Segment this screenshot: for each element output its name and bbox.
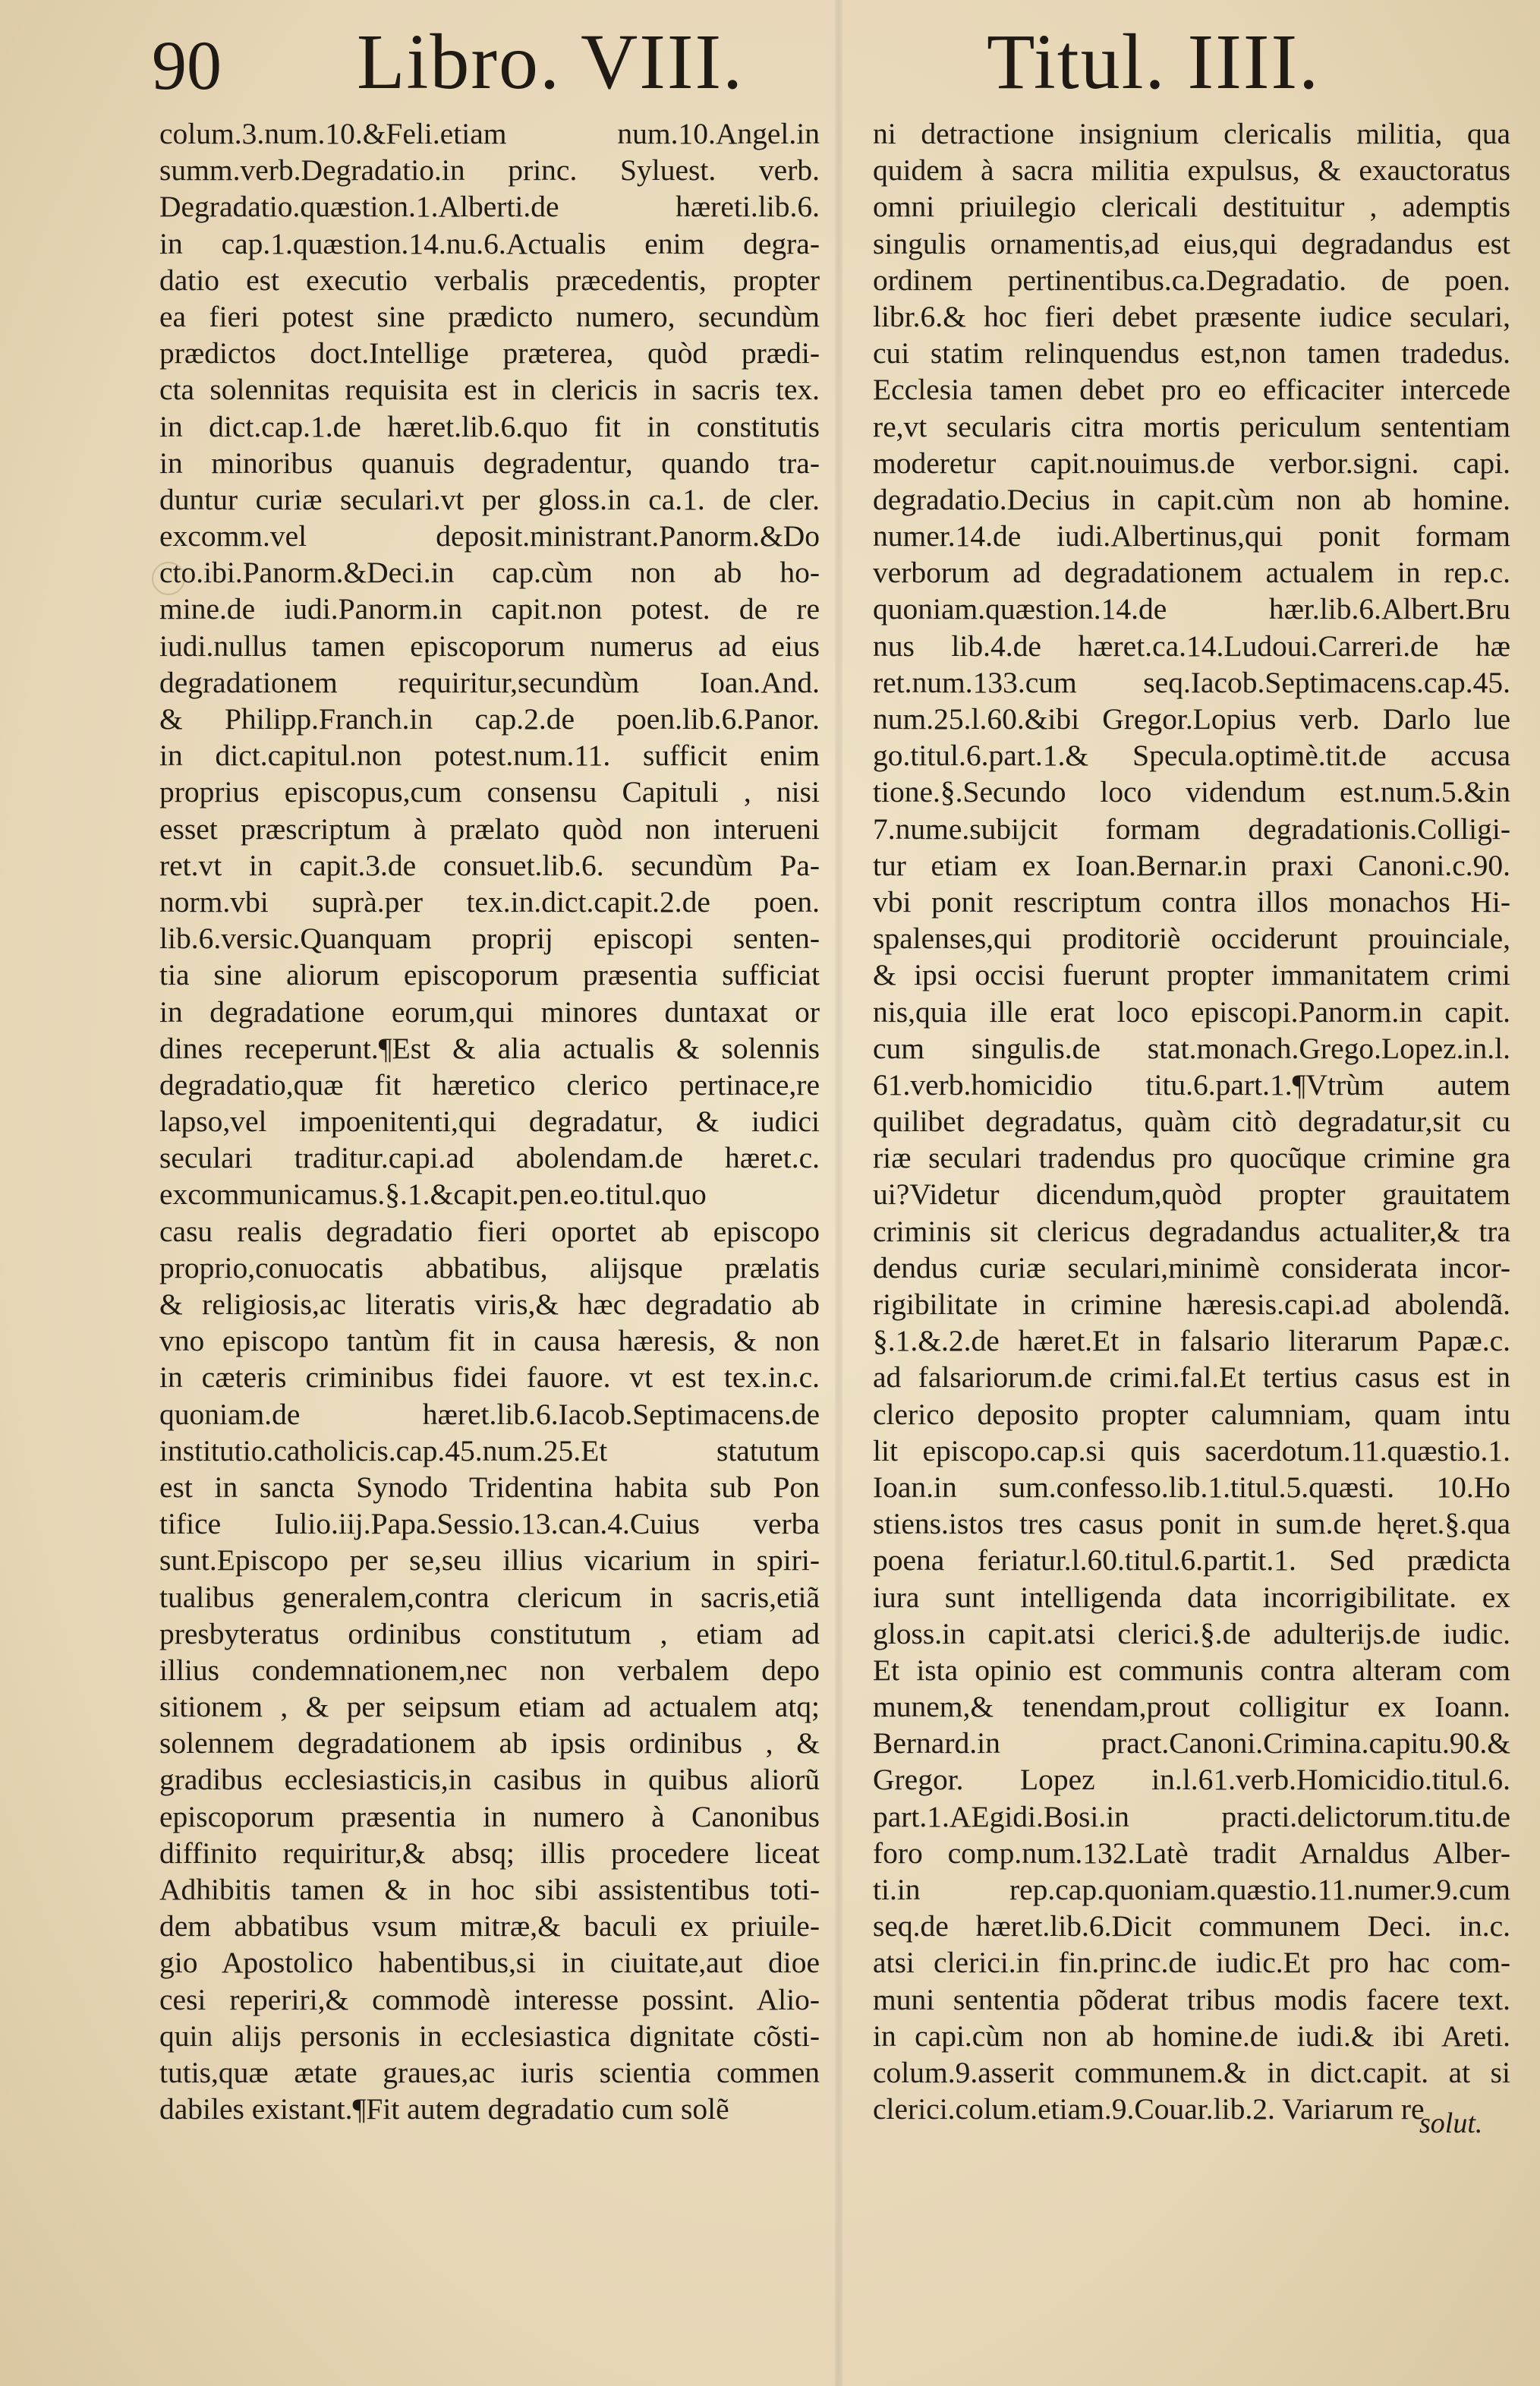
text-line: duntur curiæ seculari.vt per gloss.in ca.1. de cler.	[159, 482, 820, 516]
text-line: institutio.catholicis.cap.45.num.25.Et statutum	[159, 1433, 820, 1467]
running-head-right: Titul. IIII.	[987, 18, 1321, 106]
text-line: go.titul.6.part.1.& Specula.optimè.tit.de accusa	[873, 739, 1510, 773]
text-line: proprio,conuocatis abbatibus, alijsque prælatis	[159, 1250, 820, 1284]
text-line: est in sancta Synodo Tridentina habita sub Pon	[159, 1470, 820, 1504]
text-line: in dict.capitul.non potest.num.11. sufficit enim	[159, 739, 820, 773]
text-line: excommunicamus.§.1.&capit.pen.eo.titul.quo	[159, 1177, 707, 1212]
right-text-column	[873, 115, 1510, 2127]
text-line: quin alijs personis in ecclesiastica dignitate cõsti-	[159, 2019, 820, 2053]
text-line: datio est executio verbalis præcedentis, propter	[159, 263, 820, 297]
text-line: prædictos doct.Intellige præterea, quòd prædi-	[159, 336, 820, 370]
text-line: quoniam.de hæret.lib.6.Iacob.Septimacens.de	[159, 1397, 820, 1431]
text-line: in minoribus quanuis degradentur, quando tra-	[159, 446, 820, 480]
text-line: rigibilitate in crimine hæresis.capi.ad abolendã.	[873, 1288, 1510, 1321]
text-line: in dict.cap.1.de hæret.lib.6.quo fit in constitutis	[159, 409, 820, 443]
text-line: stiens.istos tres casus ponit in sum.de hęret.§.qua	[873, 1507, 1510, 1541]
text-line: poena feriatur.l.60.titul.6.partit.1. Sed prædicta	[873, 1543, 1510, 1578]
text-line: munem,& tenendam,prout colligitur ex Ioann.	[873, 1690, 1510, 1724]
text-line: proprius episcopus,cum consensu Capituli , nisi	[159, 775, 820, 809]
text-line: Degradatio.quæstion.1.Alberti.de hæreti.lib.6.	[159, 190, 820, 224]
text-line: 7.nume.subijcit formam degradationis.Colligi-	[873, 812, 1510, 846]
text-line: libr.6.& hoc fieri debet præsente iudice seculari,	[873, 299, 1510, 333]
text-line: tur etiam ex Ioan.Bernar.in praxi Canoni.c.90.	[873, 848, 1510, 882]
text-line: tifice Iulio.iij.Papa.Sessio.13.can.4.Cuius verba	[159, 1507, 820, 1541]
text-line: atsi clerici.in fin.princ.de iudic.Et pro hac com-	[873, 1946, 1510, 1980]
text-line: moderetur capit.nouimus.de verbor.signi. capi.	[873, 446, 1510, 480]
text-line: Et ista opinio est communis contra alteram com	[873, 1653, 1510, 1687]
text-line: §.1.&.2.de hæret.Et in falsario literarum Papæ.c.	[873, 1324, 1510, 1358]
text-line: presbyteratus ordinibus constitutum , etiam ad	[159, 1616, 820, 1650]
text-line: numer.14.de iudi.Albertinus,qui ponit formam	[873, 519, 1510, 553]
text-line: iura sunt intelligenda data incorrigibilitate. ex	[873, 1580, 1510, 1614]
text-line: criminis sit clericus degradandus actualiter,& tra	[873, 1214, 1510, 1248]
text-line: degradatio,quæ fit hæretico clerico pertinace,re	[159, 1067, 820, 1102]
text-line: ordinem pertinentibus.ca.Degradatio. de poen.	[873, 263, 1510, 297]
text-line: degradatio.Decius in capit.cùm non ab homine.	[873, 482, 1510, 516]
text-line: cui statim relinquendus est,non tamen tradedus.	[873, 336, 1510, 370]
text-line: cto.ibi.Panorm.&Deci.in cap.cùm non ab ho-	[159, 556, 820, 590]
text-line: sunt.Episcopo per se,seu illius vicarium in spiri-	[159, 1543, 820, 1578]
text-line: cum singulis.de stat.monach.Grego.Lopez.in.l.	[873, 1031, 1510, 1065]
text-line: foro comp.num.132.Latè tradit Arnaldus Alber-	[873, 1836, 1510, 1870]
text-line: norm.vbi suprà.per tex.in.dict.capit.2.de poen.	[159, 884, 820, 919]
text-line: lit episcopo.cap.si quis sacerdotum.11.quæstio.1.	[873, 1433, 1510, 1467]
folio-number: 90	[152, 27, 222, 104]
text-line: muni sententia põderat tribus modis facere text.	[873, 1982, 1510, 2016]
text-line: ea fieri potest sine prædicto numero, secundùm	[159, 299, 820, 333]
text-line: dines receperunt.¶Est & alia actualis & solennis	[159, 1031, 820, 1065]
text-line: vno episcopo tantùm fit in causa hæresis, & non	[159, 1324, 820, 1358]
text-line: quilibet degradatus, quàm citò degradatur,sit cu	[873, 1105, 1510, 1139]
text-line: seq.de hæret.lib.6.Dicit communem Deci. in.c.	[873, 1909, 1510, 1943]
text-line: dendus curiæ seculari,minimè considerata incor-	[873, 1250, 1510, 1284]
text-line: lib.6.versic.Quanquam proprij episcopi senten-	[159, 922, 820, 956]
running-head-left: Libro. VIII.	[357, 18, 745, 106]
text-line: tia sine aliorum episcoporum præsentia sufficiat	[159, 958, 820, 992]
left-text-column	[159, 115, 820, 2127]
text-line: dem abbatibus vsum mitræ,& baculi ex priuile-	[159, 1909, 820, 1943]
text-line: gloss.in capit.atsi clerici.§.de adulterijs.de iudic.	[873, 1616, 1510, 1650]
text-line: ad falsariorum.de crimi.fal.Et tertius casus est in	[873, 1360, 1510, 1395]
text-line: in capi.cùm non ab homine.de iudi.& ibi Areti.	[873, 2019, 1510, 2053]
text-line: 61.verb.homicidio titu.6.part.1.¶Vtrùm autem	[873, 1067, 1510, 1102]
text-line: Gregor. Lopez in.l.61.verb.Homicidio.titul.6.	[873, 1763, 1510, 1797]
text-line: casu realis degradatio fieri oportet ab episcopo	[159, 1214, 820, 1248]
text-line: ti.in rep.cap.quoniam.quæstio.11.numer.9.cum	[873, 1873, 1510, 1906]
text-line: nis,quia ille erat loco episcopi.Panorm.in capit.	[873, 994, 1510, 1029]
text-line: & Philipp.Franch.in cap.2.de poen.lib.6.Panor.	[159, 702, 820, 736]
text-line: part.1.AEgidi.Bosi.in practi.delictorum.titu.de	[873, 1799, 1510, 1833]
text-line: tualibus generalem,contra clericum in sacris,etiã	[159, 1580, 820, 1614]
text-line: quoniam.quæstion.14.de hær.lib.6.Albert.Bru	[873, 592, 1510, 626]
text-line: in degradatione eorum,qui minores duntaxat or	[159, 994, 820, 1029]
text-line: summ.verb.Degradatio.in princ. Syluest. verb.	[159, 153, 820, 188]
text-line: excomm.vel deposit.ministrant.Panorm.&Do	[159, 519, 820, 553]
text-line: re,vt secularis citra mortis periculum sententiam	[873, 409, 1510, 443]
text-line: sitionem , & per seipsum etiam ad actualem atq;	[159, 1690, 820, 1724]
text-line: tutis,quæ ætate graues,ac iuris scientia commen	[159, 2055, 820, 2089]
text-line: Ecclesia tamen debet pro eo efficaciter intercede	[873, 373, 1510, 407]
text-line: clerici.colum.etiam.9.Couar.lib.2. Variarum re	[873, 2092, 1425, 2126]
text-line: colum.9.asserit communem.& in dict.capit. at si	[873, 2055, 1510, 2089]
text-line: ni detractione insignium clericalis militia, qua	[873, 117, 1510, 150]
text-line: seculari traditur.capi.ad abolendam.de hæret.c.	[159, 1141, 820, 1175]
text-line: & religiosis,ac literatis viris,& hæc degradatio ab	[159, 1288, 820, 1321]
text-line: singulis ornamentis,ad eius,qui degradandus est	[873, 226, 1510, 260]
text-line: omni priuilegio clericali destituitur , ademptis	[873, 190, 1510, 224]
text-line: cesi reperiri,& commodè interesse possint. Alio-	[159, 1982, 820, 2016]
text-line: clerico deposito propter calumniam, quam intu	[873, 1397, 1510, 1431]
text-line: ui?Videtur dicendum,quòd propter grauitatem	[873, 1177, 1510, 1212]
text-line: lapso,vel impoenitenti,qui degradatur, & iudici	[159, 1105, 820, 1139]
text-line: colum.3.num.10.&Feli.etiam num.10.Angel.in	[159, 117, 820, 150]
page-header	[152, 18, 1518, 106]
text-line: ret.num.133.cum seq.Iacob.Septimacens.cap.45.	[873, 665, 1510, 699]
text-line: diffinito requiritur,& absq; illis procedere liceat	[159, 1836, 820, 1870]
text-line: Adhibitis tamen & in hoc sibi assistentibus toti-	[159, 1873, 820, 1906]
text-line: iudi.nullus tamen episcoporum numerus ad eius	[159, 629, 820, 663]
text-line: gio Apostolico habentibus,si in ciuitate,aut dioe	[159, 1946, 820, 1980]
text-line: riæ seculari tradendus pro quocũque crimine gra	[873, 1141, 1510, 1175]
text-line: illius condemnationem,nec non verbalem depo	[159, 1653, 820, 1687]
text-line: verborum ad degradationem actualem in rep.c.	[873, 556, 1510, 590]
text-line: spalenses,qui proditoriè occiderunt prouinciale,	[873, 922, 1510, 956]
catchword: solut.	[1419, 2107, 1483, 2139]
text-line: num.25.l.60.&ibi Gregor.Lopius verb. Darlo lue	[873, 702, 1510, 736]
text-line: Bernard.in pract.Canoni.Crimina.capitu.90.&	[873, 1726, 1510, 1760]
text-line: in cæteris criminibus fidei fauore. vt est tex.in.c.	[159, 1360, 820, 1395]
text-line: episcoporum præsentia in numero à Canonibus	[159, 1799, 820, 1833]
text-line: degradationem requiritur,secundùm Ioan.And.	[159, 665, 820, 699]
text-line: dabiles existant.¶Fit autem degradatio cum solẽ	[159, 2092, 729, 2126]
text-line: quidem à sacra militia expulsus, & exauctoratus	[873, 153, 1510, 188]
text-line: tione.§.Secundo loco videndum est.num.5.&in	[873, 775, 1510, 809]
text-line: cta solennitas requisita est in clericis in sacris tex.	[159, 373, 820, 407]
text-line: nus lib.4.de hæret.ca.14.Ludoui.Carreri.de hæ	[873, 629, 1510, 663]
text-line: vbi ponit rescriptum contra illos monachos Hi-	[873, 884, 1510, 919]
text-line: esset præscriptum à prælato quòd non interueni	[159, 812, 820, 846]
text-line: & ipsi occisi fuerunt propter immanitatem crimi	[873, 958, 1510, 992]
text-line: gradibus ecclesiasticis,in casibus in quibus aliorũ	[159, 1763, 820, 1797]
text-line: mine.de iudi.Panorm.in capit.non potest. de re	[159, 592, 820, 626]
text-line: solennem degradationem ab ipsis ordinibus , &	[159, 1726, 820, 1760]
text-line: in cap.1.quæstion.14.nu.6.Actualis enim degra-	[159, 226, 820, 260]
text-line: Ioan.in sum.confesso.lib.1.titul.5.quæsti. 10.Ho	[873, 1470, 1510, 1504]
gutter-shadow	[835, 0, 842, 2386]
text-line: ret.vt in capit.3.de consuet.lib.6. secundùm Pa-	[159, 848, 820, 882]
